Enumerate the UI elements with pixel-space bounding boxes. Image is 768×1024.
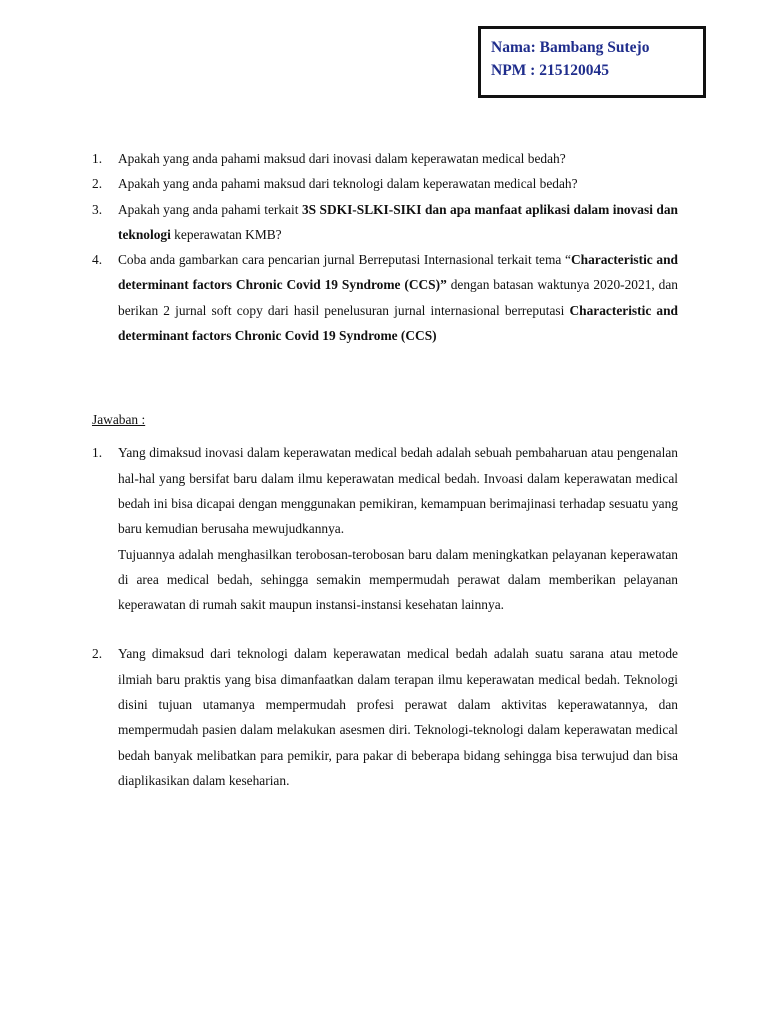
question-list [92,146,678,348]
question-bold-text: 3S SDKI-SLKI-SIKI dan apa manfaat aplikasi dalam inovasi dan teknologi [118,201,678,242]
question-text: keperawatan KMB? [170,226,282,242]
question-number: 3. [92,201,103,217]
answer-item [92,440,678,617]
answer-number: 1. [92,445,103,461]
student-info-box [478,26,706,98]
answer-paragraph: Yang dimaksud inovasi dalam keperawatan medical bedah adalah sebuah pembaharuan atau pengenalan hal-hal yang bersifat baru dalam ilmu keperawatan medical bedah. Invoasi dalam keperawatan medical bedah ini bisa dicapai dengan menggunakan pemikiran, kemampuan berimajinasi terhadap sesuatu yang baru kemudian berusaha mewujudkannya. [118,445,678,537]
question-item [92,247,678,348]
answer-number: 2. [92,646,103,662]
question-number: 2. [92,176,103,192]
answer-paragraph: Tujuannya adalah menghasilkan terobosan-terobosan baru dalam meningkatkan pelayanan keperawatan di area medical bedah, sehingga semakin mempermudah perawat dalam memberikan pelayanan keperawatan di rumah sakit maupun instansi-instansi kesehatan lainnya. [118,546,678,613]
question-text: Apakah yang anda pahami terkait [118,201,302,217]
question-number: 4. [92,252,103,268]
student-name: Nama: Bambang Sutejo [491,39,650,56]
answer-paragraph: Yang dimaksud dari teknologi dalam keperawatan medical bedah adalah suatu sarana atau metode ilmiah baru praktis yang bisa dimanfaatkan dalam terapan ilmu keperawatan medical bedah. Teknologi disini tujuan utamanya mempermudah profesi perawat dalam aktivitas keperawatannya, dan mempermudah pasien dalam melakukan asesmen diri. Teknologi-teknologi dalam keperawatan medical bedah banyak melibatkan para pemikir, para pakar di beberapa bidang sehingga bisa terwujud dan bisa diaplikasikan dalam keseharian. [118,646,678,788]
question-item [92,197,678,248]
answer-list [92,440,678,793]
question-item [92,146,678,171]
answers-heading: Jawaban : [92,412,146,428]
document-body [92,146,678,793]
question-text: dengan batasan waktunya 2020-2021, dan berikan 2 jurnal soft copy dari hasil penelusuran jurnal internasional berreputasi [118,277,678,318]
student-npm: NPM : 215120045 [491,62,609,79]
question-bold-text: Characteristic and determinant factors Chronic Covid 19 Syndrome (CCS) [118,302,678,344]
question-item [92,171,678,196]
question-text: Coba anda gambarkan cara pencarian jurnal Berreputasi Internasional terkait tema “ [118,252,571,268]
question-number: 1. [92,151,103,166]
question-text: Apakah yang anda pahami maksud dari teknologi dalam keperawatan medical bedah? [118,176,578,192]
question-bold-text: Characteristic and determinant factors Chronic Covid 19 Syndrome (CCS)” [118,252,678,293]
answer-item [92,641,678,793]
question-text: Apakah yang anda pahami maksud dari inovasi dalam keperawatan medical bedah? [118,151,566,166]
